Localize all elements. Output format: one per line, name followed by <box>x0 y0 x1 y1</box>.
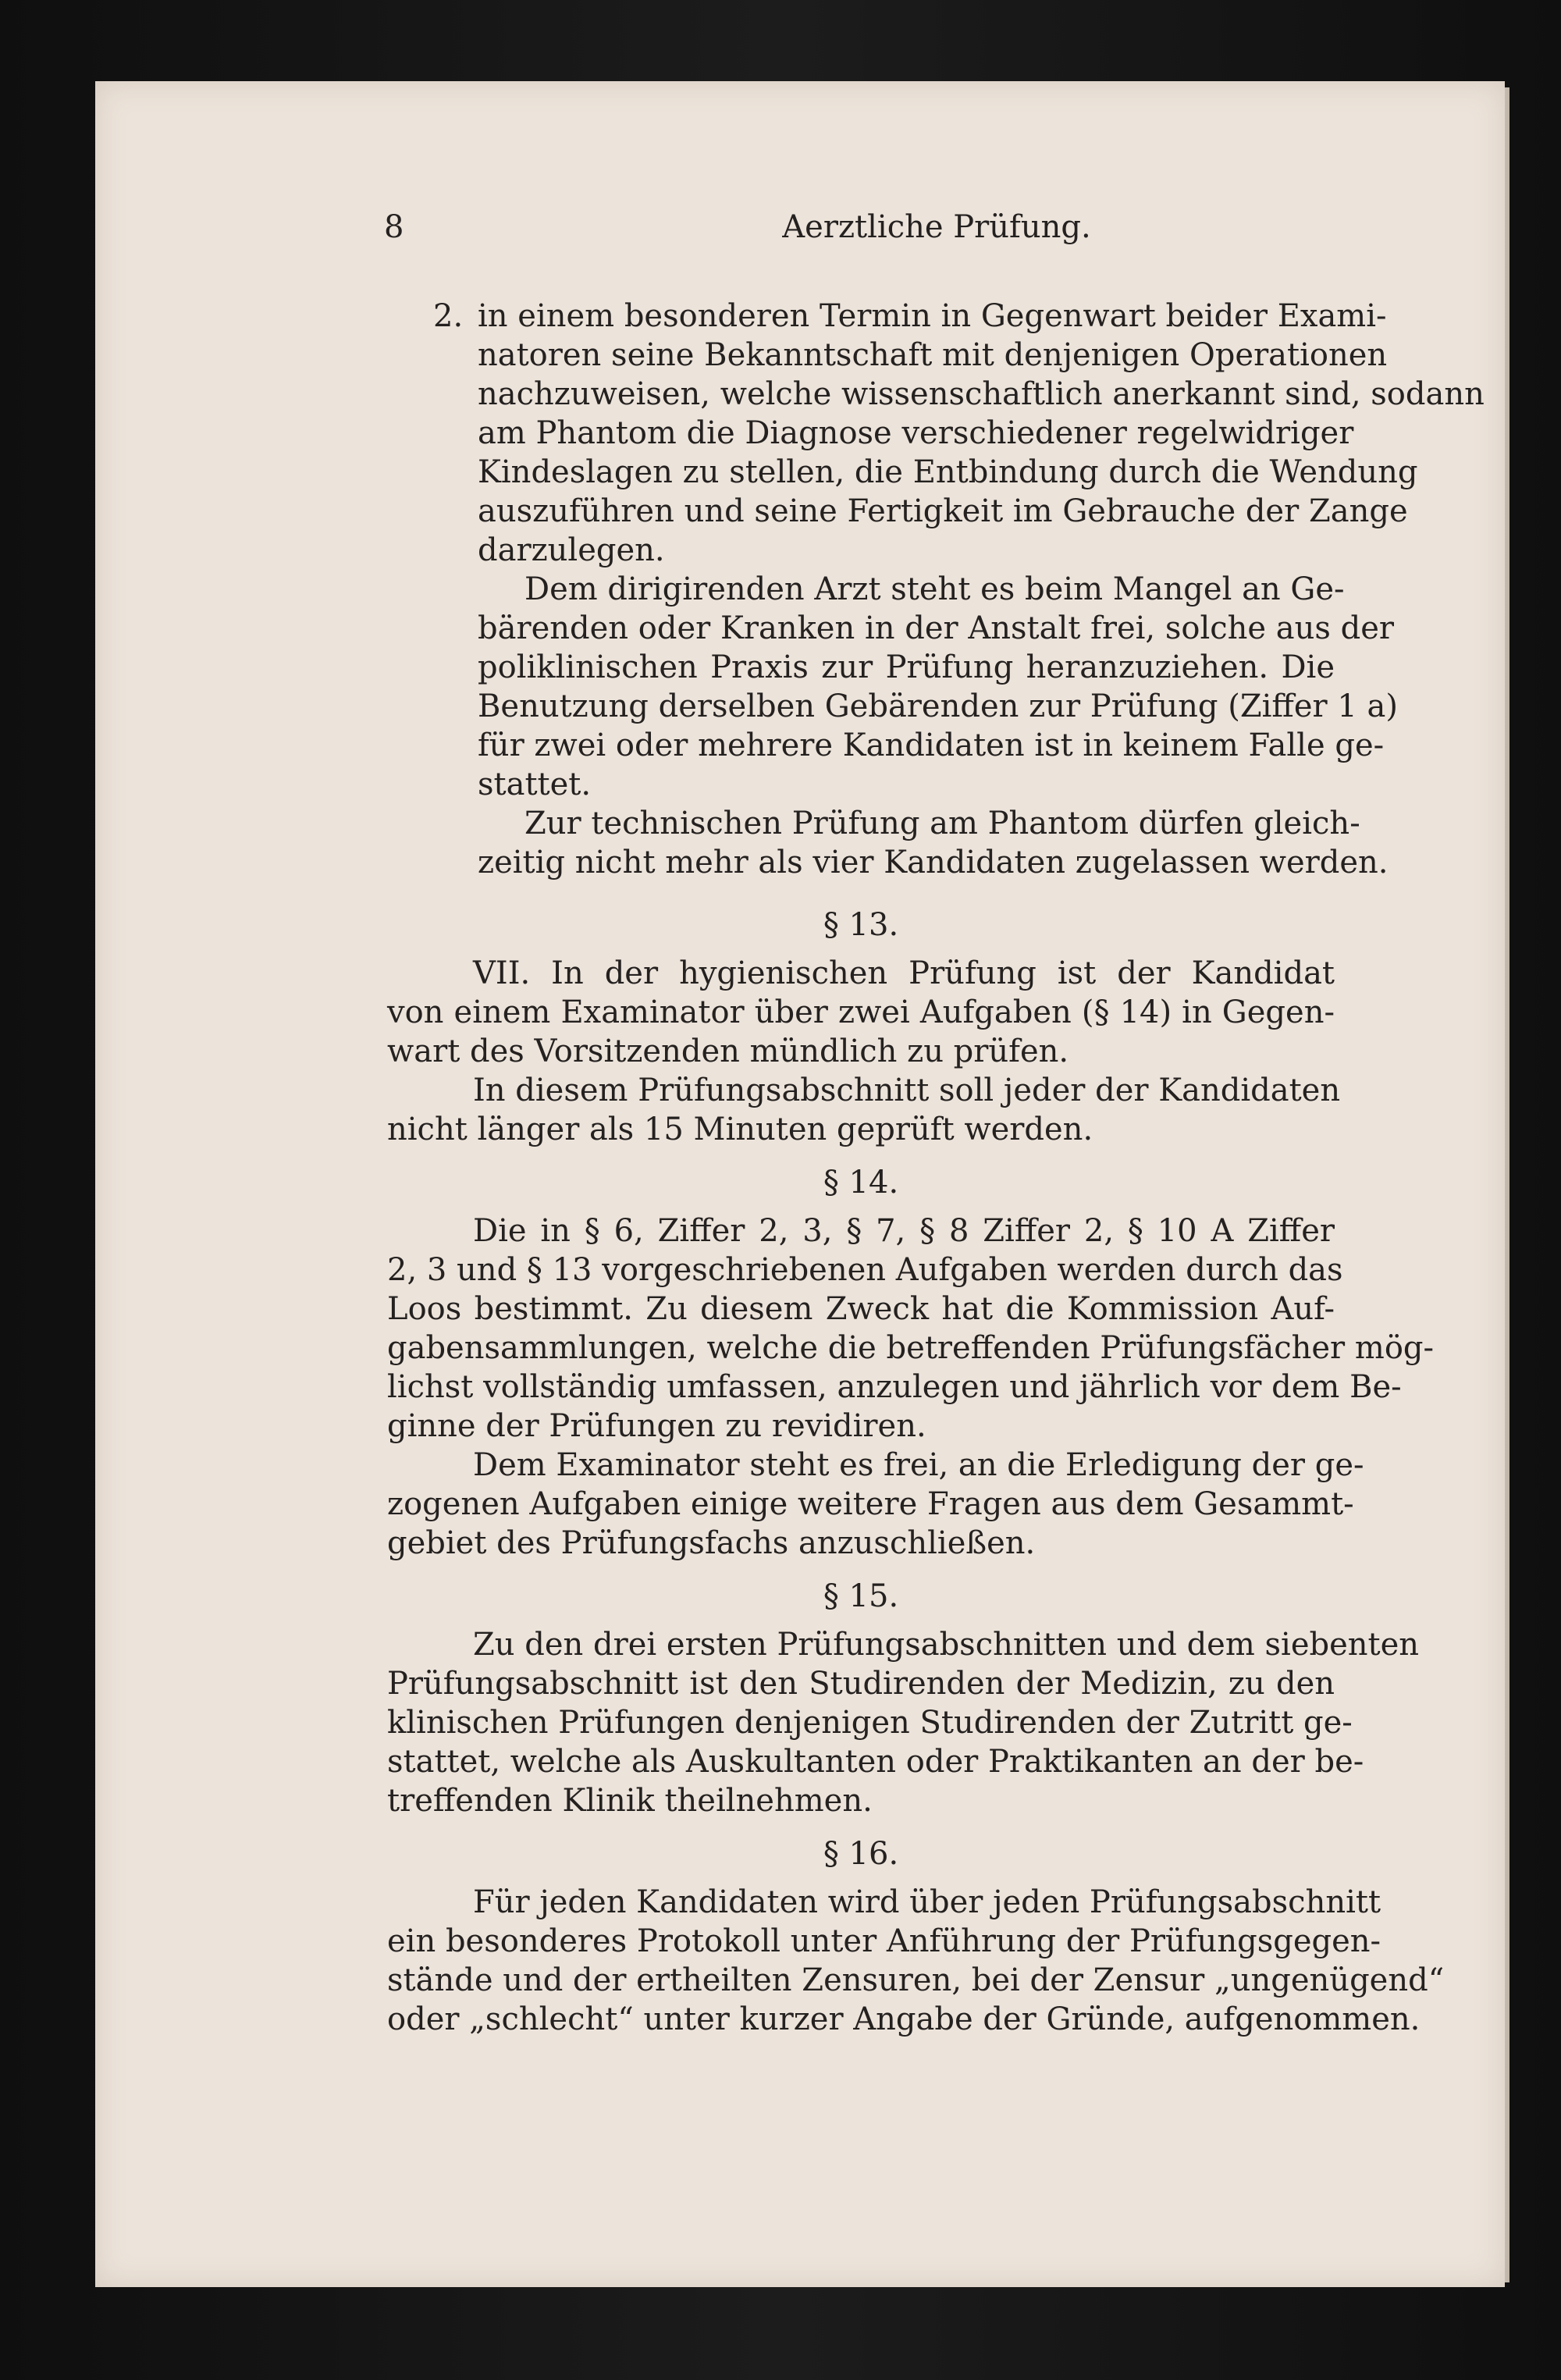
text-line: gebiet des Prüfungsfachs anzuschließen. <box>387 1525 1036 1561</box>
text-line: ginne der Prüfungen zu revidiren. <box>387 1408 926 1444</box>
text-line: nachzuweisen, welche wissenschaftlich anerkannt sind, sodann <box>478 376 1485 412</box>
text-line: in einem besonderen Termin in Gegenwart beider Exami- <box>478 298 1387 334</box>
list-item-number: 2. <box>433 298 464 334</box>
section-heading-15: § 15. <box>823 1578 899 1614</box>
text-line: zeitig nicht mehr als vier Kandidaten zugelassen werden. <box>478 845 1389 880</box>
text-line: ein besonderes Protokoll unter Anführung der Prüfungsgegen- <box>387 1923 1381 1959</box>
text-line: VII. In der hygienischen Prüfung ist der Kandidat <box>473 955 1335 991</box>
text-line: für zwei oder mehrere Kandidaten ist in keinem Falle ge- <box>478 728 1385 763</box>
text-line: nicht länger als 15 Minuten geprüft werden. <box>387 1112 1093 1147</box>
text-line: Loos bestimmt. Zu diesem Zweck hat die Kommission Auf- <box>387 1291 1335 1327</box>
text-line: Zur technischen Prüfung am Phantom dürfen gleich- <box>524 806 1360 841</box>
text-line: treffenden Klinik theilnehmen. <box>387 1783 873 1819</box>
section-heading-16: § 16. <box>823 1836 899 1872</box>
section-heading-14: § 14. <box>823 1165 899 1201</box>
text-line: 2, 3 und § 13 vorgeschriebenen Aufgaben werden durch das <box>387 1252 1343 1288</box>
paragraph-phantom <box>478 804 1389 890</box>
text-line: gabensammlungen, welche die betreffenden Prüfungsfächer mög- <box>387 1330 1435 1366</box>
text-line: stattet, welche als Auskultanten oder Praktikanten an der be- <box>387 1744 1364 1780</box>
paragraph-dirigirender-arzt <box>478 570 1398 804</box>
text-line: Kindeslagen zu stellen, die Entbindung durch die Wendung <box>478 454 1418 490</box>
text-line: stattet. <box>478 767 592 802</box>
text-line: Für jeden Kandidaten wird über jeden Prüfungsabschnitt <box>473 1884 1381 1920</box>
page-number: 8 <box>384 209 404 245</box>
text-line: poliklinischen Praxis zur Prüfung heranzuziehen. Die <box>478 649 1335 685</box>
text-line: Die in § 6, Ziffer 2, 3, § 7, § 8 Ziffer 2, § 10 A Ziffer <box>473 1213 1335 1249</box>
section-heading-13: § 13. <box>823 907 899 943</box>
text-line: klinischen Prüfungen denjenigen Studirenden der Zutritt ge- <box>387 1705 1353 1741</box>
text-line: stände und der ertheilten Zensuren, bei der Zensur „ungenügend“ <box>387 1962 1445 1998</box>
text-line: auszuführen und seine Fertigkeit im Gebrauche der Zange <box>478 493 1408 529</box>
sections-13-to-16 <box>387 905 1445 2045</box>
text-line: Dem dirigirenden Arzt steht es beim Mangel an Ge- <box>524 571 1345 607</box>
text-line: bärenden oder Kranken in der Anstalt frei, solche aus der <box>478 610 1395 646</box>
text-line: wart des Vorsitzenden mündlich zu prüfen. <box>387 1033 1069 1069</box>
text-line: natoren seine Bekanntschaft mit denjenigen Operationen <box>478 337 1388 373</box>
running-header-title: Aerztliche Prüfung. <box>782 209 1091 245</box>
text-line: am Phantom die Diagnose verschiedener regelwidriger <box>478 415 1354 451</box>
text-line: oder „schlecht“ unter kurzer Angabe der Gründe, aufgenommen. <box>387 2001 1421 2037</box>
text-line: darzulegen. <box>478 532 665 568</box>
text-line: zogenen Aufgaben einige weitere Fragen aus dem Gesammt- <box>387 1486 1354 1522</box>
text-line: In diesem Prüfungsabschnitt soll jeder der Kandidaten <box>473 1073 1341 1108</box>
text-line: Dem Examinator steht es frei, an die Erledigung der ge- <box>473 1447 1364 1483</box>
text-line: von einem Examinator über zwei Aufgaben (§ 14) in Gegen- <box>387 994 1335 1030</box>
text-line: Zu den drei ersten Prüfungsabschnitten und dem siebenten <box>473 1627 1420 1663</box>
text-line: Prüfungsabschnitt ist den Studirenden der Medizin, zu den <box>387 1666 1335 1702</box>
text-line: Benutzung derselben Gebärenden zur Prüfung (Ziffer 1 a) <box>478 688 1398 724</box>
text-line: lichst vollständig umfassen, anzulegen und jährlich vor dem Be- <box>387 1369 1402 1405</box>
